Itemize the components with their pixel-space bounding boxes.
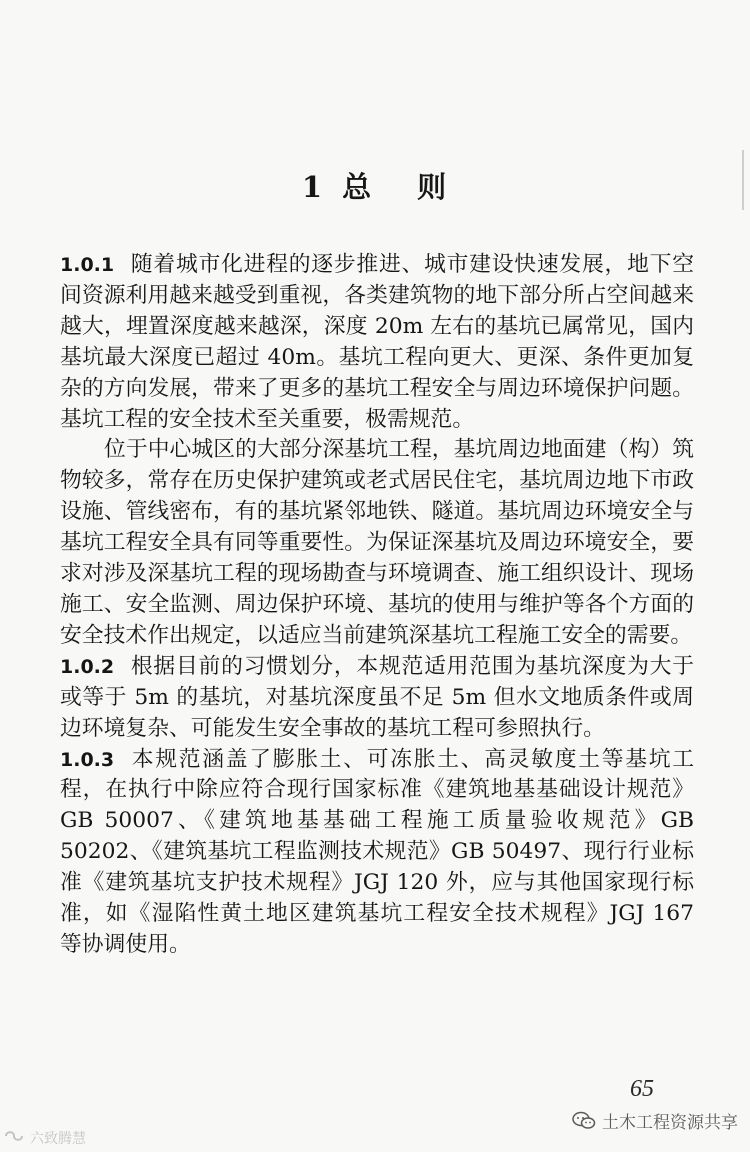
watermark-left <box>4 1128 86 1148</box>
page-number: 65 <box>630 1076 654 1102</box>
chapter-number: 1 <box>301 170 325 204</box>
chapter-word-1: 总 <box>342 170 374 204</box>
clause-1-0-3 <box>60 745 694 961</box>
clause-text: 位于中心城区的大部分深基坑工程，基坑周边地面建（构）筑物较多，常存在历史保护建筑或老式居民住宅，基坑周边地下市政设施、管线密布，有的基坑紧邻地铁、隧道。基坑周边环境安全与基坑工程安全具有同等重要性。为保证深基坑及周边环境安全，要求对涉及深基坑工程的现场勘查与环境调查、施工组织设计、现场施工、安全监测、周边保护环境、基坑的使用与维护等各个方面的安全技术作出规定，以适应当前建筑深基坑工程施工安全的需要。 <box>60 437 694 648</box>
clause-number: 1.0.1 <box>60 254 115 276</box>
clause-1-0-1-paragraph-2 <box>60 435 694 651</box>
wechat-icon <box>572 1111 596 1131</box>
clause-number: 1.0.3 <box>60 748 115 771</box>
chapter-word-2: 则 <box>417 170 449 204</box>
clause-1-0-1 <box>60 250 694 435</box>
clause-1-0-2 <box>60 652 694 745</box>
watermark-right-text: 土木工程资源共享 <box>602 1113 738 1133</box>
chapter-title <box>0 165 750 206</box>
watermark-right <box>572 1108 738 1133</box>
clause-text: 本规范涵盖了膨胀土、可冻胀土、高灵敏度土等基坑工程，在执行中除应符合现行国家标准《建筑地基基础设计规范》GB 50007、《建筑地基基础工程施工质量验收规范》GB 50202、《建筑基坑工程监测技术规范》GB 50497、现行行业标准《建筑基坑支护技术规程》JGJ 120 外，应与其他国家现行标准，如《湿陷性黄土地区建筑基坑工程安全技术规程》JGJ 167 等协调使用。 <box>60 746 694 957</box>
clause-number: 1.0.2 <box>60 655 115 678</box>
body-text <box>60 250 694 961</box>
watermark-left-text: 六致腾慧 <box>30 1131 86 1147</box>
clause-text: 根据目前的习惯划分，本规范适用范围为基坑深度为大于或等于 5m 的基坑，对基坑深度虽不足 5m 但水文地质条件或周边环境复杂、可能发生安全事故的基坑工程可参照执行。 <box>60 653 694 741</box>
clause-text: 随着城市化进程的逐步推进、城市建设快速发展，地下空间资源利用越来越受到重视，各类建筑物的地下部分所占空间越来越大，埋置深度越来越深，深度 20m 左右的基坑已属常见，国内基坑最大深度已超过 40m。基坑工程向更大、更深、条件更加复杂的方向发展，带来了更多的基坑工程安全与周边环境保护问题。基坑工程的安全技术至关重要，极需规范。 <box>60 252 694 432</box>
watermark-logo-icon <box>4 1129 26 1147</box>
